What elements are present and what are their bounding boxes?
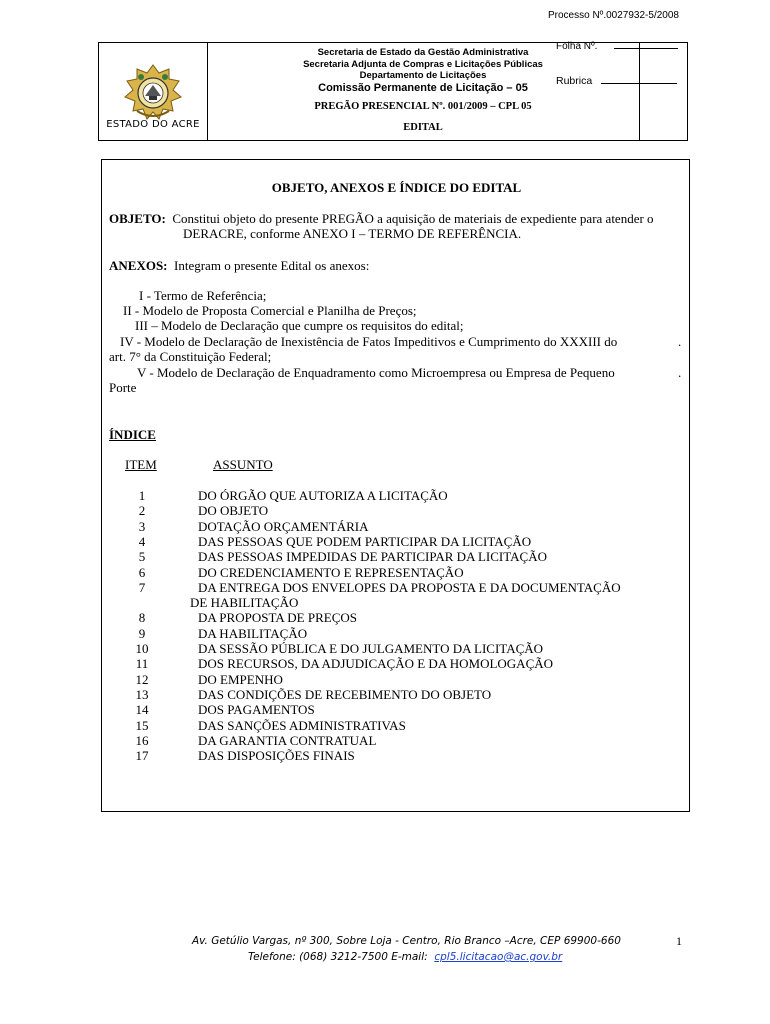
header-title-cell <box>207 43 640 140</box>
index-item-title: DO EMPENHO <box>198 671 283 687</box>
index-item-title: DAS DISPOSIÇÕES FINAIS <box>198 748 355 764</box>
processo-number: Processo Nº.0027932-5/2008 <box>548 10 679 21</box>
index-item-number: 14 <box>135 702 149 718</box>
anexo-4-dot: . <box>678 334 682 349</box>
rubrica-blank <box>601 83 677 84</box>
index-item-number: 3 <box>138 518 146 534</box>
indice-heading: ÍNDICE <box>109 427 156 442</box>
index-item-number: 5 <box>138 549 146 565</box>
header-pregao: PREGÃO PRESENCIAL Nº. 001/2009 – CPL 05 <box>314 101 532 112</box>
anexos-line <box>109 258 369 273</box>
item-column-header: ITEM <box>125 457 157 472</box>
rubrica-field <box>556 75 677 87</box>
index-item-title: DA GARANTIA CONTRATUAL <box>198 732 377 748</box>
index-item-number: 16 <box>135 732 149 748</box>
index-item-title: DA SESSÃO PÚBLICA E DO JULGAMENTO DA LICITAÇÃO <box>198 641 544 656</box>
anexo-3: III – Modelo de Declaração que cumpre os requisitos do edital; <box>135 318 464 333</box>
header-logo-cell <box>99 43 208 140</box>
footer-email-link[interactable]: cpl5.licitacao@ac.gov.br <box>434 951 563 963</box>
page-number: 1 <box>676 934 682 948</box>
index-item-number: 17 <box>135 748 149 764</box>
rubrica-label: Rubrica <box>556 75 593 87</box>
assunto-column-header: ASSUNTO <box>213 457 273 472</box>
footer-contact <box>248 951 562 963</box>
index-item-number: 11 <box>135 656 149 672</box>
anexos-text: Integram o presente Edital os anexos: <box>174 258 370 273</box>
index-item-number: 15 <box>135 717 149 733</box>
index-item-number: 13 <box>135 686 149 702</box>
objeto-text-1: Constitui objeto do presente PREGÃO a aquisição de materiais de expediente para atender o <box>172 211 654 226</box>
footer-phone: Telefone: (068) 3212-7500 E-mail: <box>248 951 428 963</box>
index-item-title: DA PROPOSTA DE PREÇOS <box>198 610 357 626</box>
index-item-title: DA ENTREGA DOS ENVELOPES DA PROPOSTA E DA DOCUMENTAÇÃO <box>198 579 621 595</box>
document-header <box>98 42 688 141</box>
folha-field <box>556 41 678 52</box>
content-box <box>101 159 690 812</box>
index-item-title: DOS RECURSOS, DA ADJUDICAÇÃO E DA HOMOLOGAÇÃO <box>198 656 554 672</box>
index-item-title: DOS PAGAMENTOS <box>198 702 315 718</box>
objeto-text-2: DERACRE, conforme ANEXO I – TERMO DE REFERÊNCIA. <box>183 226 522 241</box>
index-item-title: DO OBJETO <box>198 503 269 519</box>
anexo-2: II - Modelo de Proposta Comercial e Planilha de Preços; <box>123 303 417 318</box>
anexo-1: I - Termo de Referência; <box>139 288 267 303</box>
index-item-number: 4 <box>138 533 146 549</box>
state-seal-icon <box>123 63 183 125</box>
anexo-5-line-1: V - Modelo de Declaração de Enquadramento como Microempresa ou Empresa de Pequeno <box>137 365 615 380</box>
header-secretaria: Secretaria de Estado da Gestão Administrativa <box>317 47 529 58</box>
header-edital: EDITAL <box>403 122 443 133</box>
index-item-number: 2 <box>138 503 146 519</box>
index-item-number: 9 <box>138 625 146 641</box>
anexos-label: ANEXOS: <box>109 258 168 273</box>
index-item-title: DAS CONDIÇÕES DE RECEBIMENTO DO OBJETO <box>198 686 492 702</box>
objeto-label: OBJETO: <box>109 211 166 226</box>
index-item-number: 8 <box>138 610 146 626</box>
index-item-title: DAS SANÇÕES ADMINISTRATIVAS <box>198 717 406 733</box>
anexo-4-line-1: IV - Modelo de Declaração de Inexistência de Fatos Impeditivos e Cumprimento do XXXIII do <box>120 334 618 349</box>
index-item-title: DAS PESSOAS QUE PODEM PARTICIPAR DA LICITAÇÃO <box>198 533 532 549</box>
footer-address: Av. Getúlio Vargas, nº 300, Sobre Loja - Centro, Rio Branco –Acre, CEP 69900-660 <box>192 935 621 947</box>
anexo-4-line-2: art. 7° da Constituição Federal; <box>109 349 272 364</box>
header-secretaria-adjunta: Secretaria Adjunta de Compras e Licitações Públicas <box>303 59 543 70</box>
header-departamento: Departamento de Licitações <box>359 70 487 81</box>
folha-blank <box>614 48 678 49</box>
index-item-number: 10 <box>135 641 149 656</box>
index-item-number: 7 <box>138 579 146 595</box>
anexo-5-dot: . <box>678 365 682 380</box>
index-item-title-continued: DE HABILITAÇÃO <box>190 595 299 611</box>
index-item-number: 1 <box>138 488 146 503</box>
objeto-line-1 <box>109 211 654 226</box>
index-item-title: DA HABILITAÇÃO <box>198 625 308 641</box>
anexo-5-line-2: Porte <box>109 380 137 395</box>
section-title: OBJETO, ANEXOS E ÍNDICE DO EDITAL <box>271 180 522 195</box>
index-item-title: DO CREDENCIAMENTO E REPRESENTAÇÃO <box>198 564 464 580</box>
index-item-number: 12 <box>135 671 149 687</box>
index-item-title: DAS PESSOAS IMPEDIDAS DE PARTICIPAR DA LICITAÇÃO <box>198 549 548 565</box>
folha-label: Folha Nº. <box>556 41 598 52</box>
index-item-title: DOTAÇÃO ORÇAMENTÁRIA <box>198 518 369 534</box>
state-name: ESTADO DO ACRE <box>106 119 200 130</box>
index-item-title: DO ÓRGÃO QUE AUTORIZA A LICITAÇÃO <box>198 488 448 503</box>
index-item-number: 6 <box>138 564 146 580</box>
header-comissao: Comissão Permanente de Licitação – 05 <box>318 82 528 94</box>
